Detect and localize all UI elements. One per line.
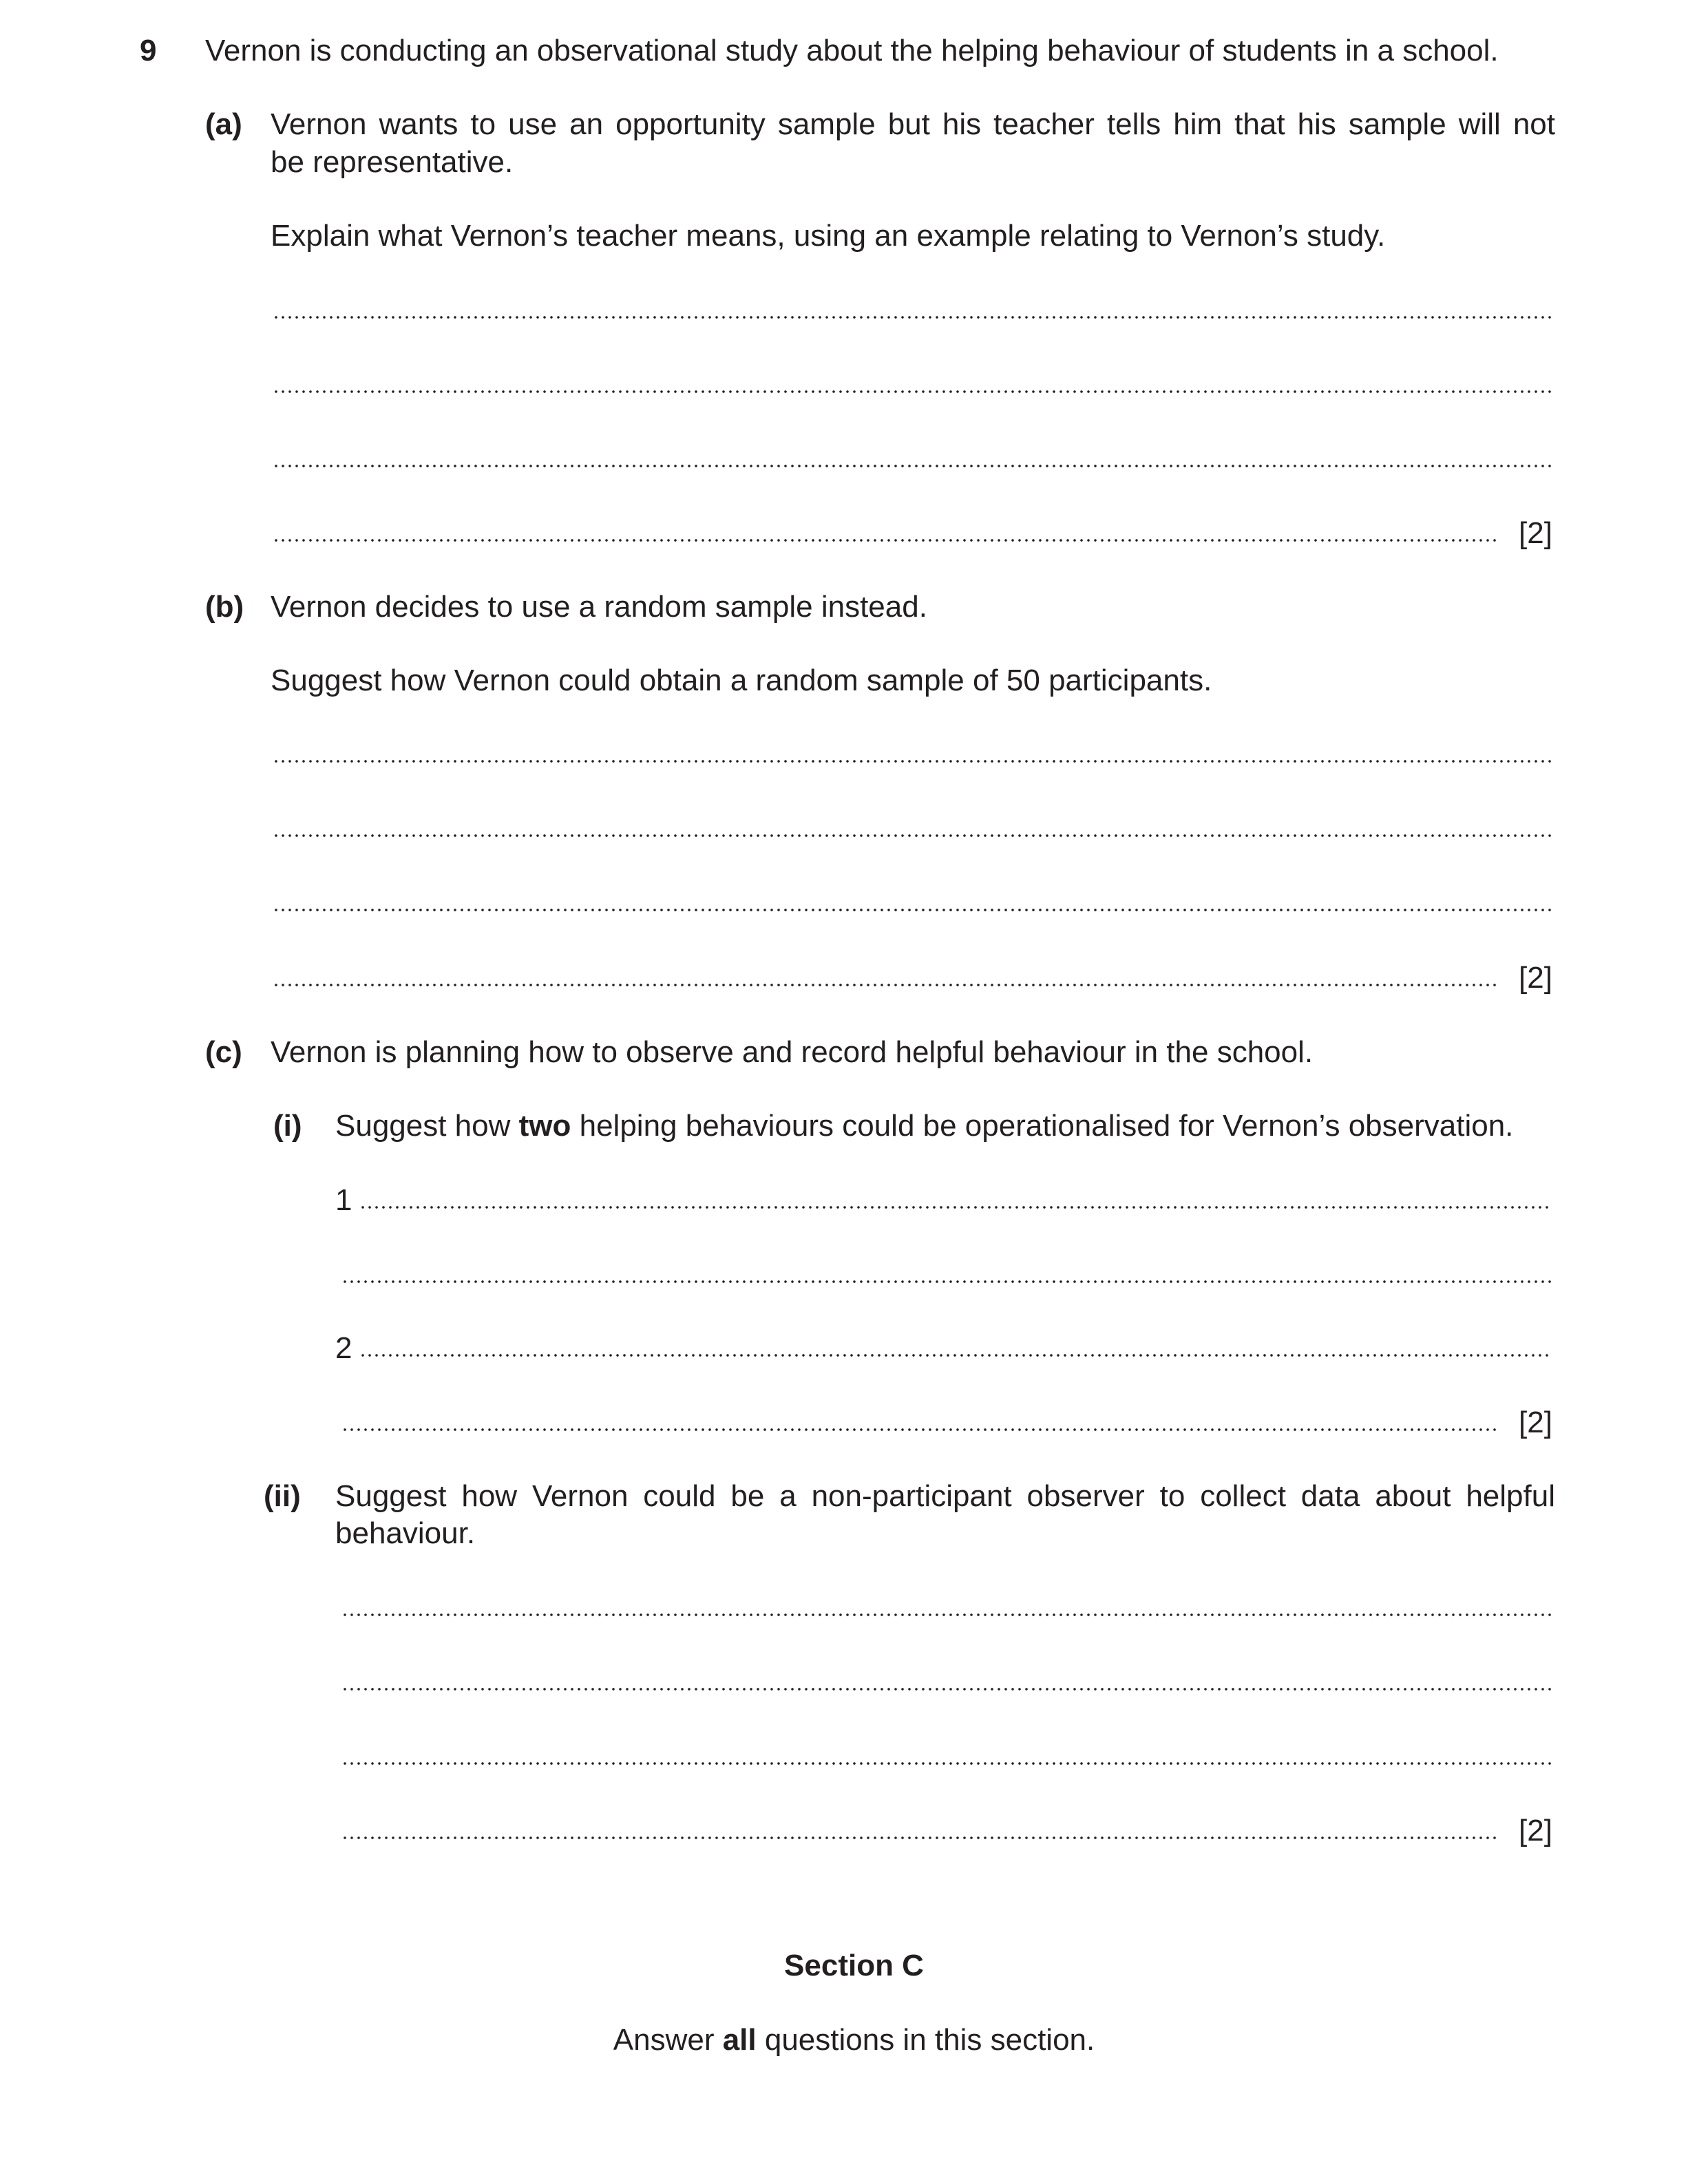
- answer-line-b-1[interactable]: [273, 759, 1552, 763]
- part-c-i-text-bold: two: [518, 1109, 571, 1143]
- part-a-text-line2: be representative.: [271, 145, 514, 179]
- part-a-label: (a): [205, 107, 242, 141]
- part-c-i-text: [335, 1108, 1513, 1145]
- answer-line-a-4[interactable]: [273, 538, 1499, 542]
- section-instruction: [0, 2022, 1708, 2059]
- answer-line-a-1[interactable]: [273, 315, 1552, 319]
- part-c-ii-text-line2: behaviour.: [335, 1516, 476, 1550]
- answer-line-c-ii-4[interactable]: [341, 1836, 1499, 1840]
- section-title: Section C: [784, 1949, 924, 1982]
- part-c-label: (c): [205, 1035, 242, 1069]
- part-b-instruction: Suggest how Vernon could obtain a random sample of 50 participants.: [271, 664, 1212, 697]
- part-b-mark: [2]: [1519, 961, 1552, 995]
- answer-line-c-i-4[interactable]: [341, 1428, 1499, 1432]
- answer-line-c-i-2[interactable]: [341, 1280, 1552, 1284]
- part-a-instruction: Explain what Vernon’s teacher means, using an example relating to Vernon’s study.: [271, 219, 1386, 253]
- part-c-text: Vernon is planning how to observe and record helpful behaviour in the school.: [271, 1035, 1314, 1069]
- section-instruction-after: questions in this section.: [756, 2023, 1095, 2057]
- section-instruction-bold: all: [722, 2023, 757, 2057]
- answer-line-c-i-3[interactable]: [359, 1353, 1552, 1357]
- part-c-i-item1-number: 1: [335, 1183, 352, 1217]
- answer-line-a-3[interactable]: [273, 464, 1552, 468]
- part-c-ii-label: (ii): [264, 1479, 301, 1513]
- part-c-i-text-before: Suggest how: [335, 1109, 519, 1143]
- part-c-i-item2-number: 2: [335, 1331, 352, 1365]
- question-intro: Vernon is conducting an observational study about the helping behaviour of students in a school.: [205, 34, 1499, 67]
- part-c-ii-mark: [2]: [1519, 1814, 1552, 1847]
- part-c-i-mark: [2]: [1519, 1406, 1552, 1439]
- part-a-mark: [2]: [1519, 516, 1552, 550]
- answer-line-c-ii-1[interactable]: [341, 1613, 1552, 1617]
- question-number: 9: [140, 34, 157, 67]
- answer-line-c-ii-3[interactable]: [341, 1761, 1552, 1766]
- part-c-ii-text-line1: Suggest how Vernon could be a non-participant observer to collect data about helpful: [335, 1479, 1555, 1513]
- section-instruction-before: Answer: [613, 2023, 723, 2057]
- part-b-label: (b): [205, 590, 244, 624]
- part-c-i-label: (i): [273, 1109, 302, 1143]
- part-a-text-line1: Vernon wants to use an opportunity sample but his teacher tells him that his sample will not: [271, 107, 1555, 141]
- answer-line-b-2[interactable]: [273, 834, 1552, 838]
- part-b-text: Vernon decides to use a random sample instead.: [271, 590, 927, 624]
- answer-line-b-3[interactable]: [273, 908, 1552, 912]
- answer-line-c-ii-2[interactable]: [341, 1687, 1552, 1691]
- part-c-i-text-after: helping behaviours could be operationalised for Vernon’s observation.: [571, 1109, 1514, 1143]
- answer-line-a-2[interactable]: [273, 390, 1552, 394]
- answer-line-b-4[interactable]: [273, 983, 1499, 987]
- answer-line-c-i-1[interactable]: [359, 1205, 1552, 1209]
